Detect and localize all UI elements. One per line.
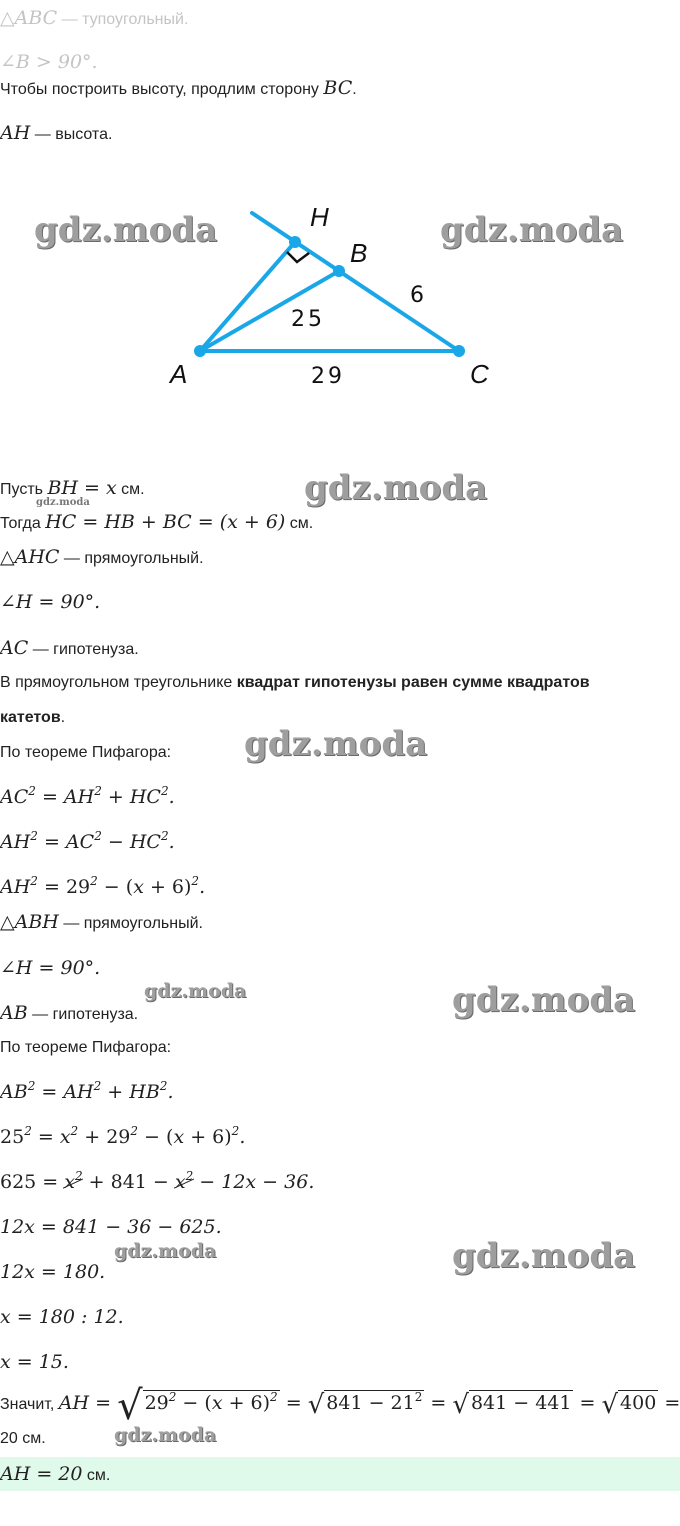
ah-height-line: AH — высота. [0,122,113,144]
answer-math: AH = 20 [0,1463,83,1485]
eq-ab2: $AB^2 = AH^2 + HB^2$. [0,1079,174,1103]
label-b: B [350,238,368,268]
pythagoras-rule-1: В прямоугольном треугольнике квадрат гипотенузы равен сумме квадратов [0,674,590,691]
given-triangle-obtuse: △ABC — тупоугольный. [0,7,189,29]
watermark: gdz.moda [304,468,488,508]
watermark: gdz.moda [452,980,636,1020]
watermark: gdz.moda [114,1240,217,1262]
line-ah [200,242,295,351]
eq-12x-a: 12x = 841 − 36 − 625. [0,1216,222,1238]
angle-h-2: ∠H = 90°. [0,957,101,979]
label-a: A [170,359,188,389]
eq-ah2-b: $AH^2 = 29^2 - (x + 6)^2$. [0,874,206,898]
right-angle-mark [287,252,309,262]
watermark: gdz.moda [36,497,90,508]
eq-12x-b: 12x = 180. [0,1261,106,1283]
watermark: gdz.moda [440,210,624,250]
radicand: $841 - 21^2$ [326,1390,423,1414]
point-h [289,236,301,248]
length-ac: 29 [311,364,345,389]
ab-hypotenuse: AB — гипотенуза. [0,1002,139,1024]
eq-ac2: $AC^2 = AH^2 + HC^2$. [0,784,175,808]
radicand: $29^2 - (x + 6)^2$ [144,1390,278,1414]
angle-h-1: ∠H = 90°. [0,591,101,613]
watermark: gdz.moda [34,210,218,250]
eq-x-div: x = 180 : 12. [0,1306,124,1328]
eq-x-15: x = 15. [0,1351,69,1373]
radicand: 841 − 441 [470,1392,572,1414]
cancelled-term: $x^2$ [64,1169,83,1193]
watermark: gdz.moda [452,1236,636,1276]
then-hc: Тогда HC = HB + BC = (x + 6) см. [0,511,314,533]
cancelled-term: $x^2$ [174,1169,194,1193]
length-bc: 6 [410,283,427,308]
by-pythagoras-2: По теореме Пифагора: [0,1039,172,1056]
eq-25sq: $25^2 = x^2 + 29^2 - (x + 6)^2$. [0,1124,246,1148]
by-pythagoras-1: По теореме Пифагора: [0,744,172,761]
given-angle-b: ∠B > 90°. [0,51,98,73]
therefore-ah: Значит, AH = √ $29^2 - (x + 6)^2$ = √ $841 - 21^2$ = √ 841 − 441 = √ 400 = [0,1383,680,1429]
line-hc-extended [252,213,459,351]
pythagoras-rule-2: катетов. [0,709,66,726]
math: △ABC [0,7,58,29]
length-ab: 25 [291,307,325,332]
point-a [194,345,206,357]
watermark: gdz.moda [244,724,428,764]
point-b [333,265,345,277]
ac-hypotenuse: AC — гипотенуза. [0,637,139,659]
construct-height-text: Чтобы построить высоту, продлим сторону BC. [0,77,357,99]
watermark: gdz.moda [144,980,247,1002]
let-bh-x: Пусть BH = x см. [0,477,145,499]
label-h: H [310,202,329,232]
eq-625: $625 = x^2 + 841 - x^2 - 12x - 36$. [0,1169,315,1193]
label-c: C [470,359,489,389]
eq-ah2-a: $AH^2 = AC^2 - HC^2$. [0,829,175,853]
answer-box [0,1457,680,1491]
twenty-cm: 20 см. [0,1430,46,1447]
point-c [453,345,465,357]
radicand: 400 [620,1392,657,1414]
watermark: gdz.moda [114,1424,217,1446]
triangle-ahc-right: △AHC — прямоугольный. [0,546,204,568]
answer-unit: см. [82,1467,111,1484]
figure-lines [200,213,459,351]
triangle-abh-right: △ABH — прямоугольный. [0,911,203,933]
